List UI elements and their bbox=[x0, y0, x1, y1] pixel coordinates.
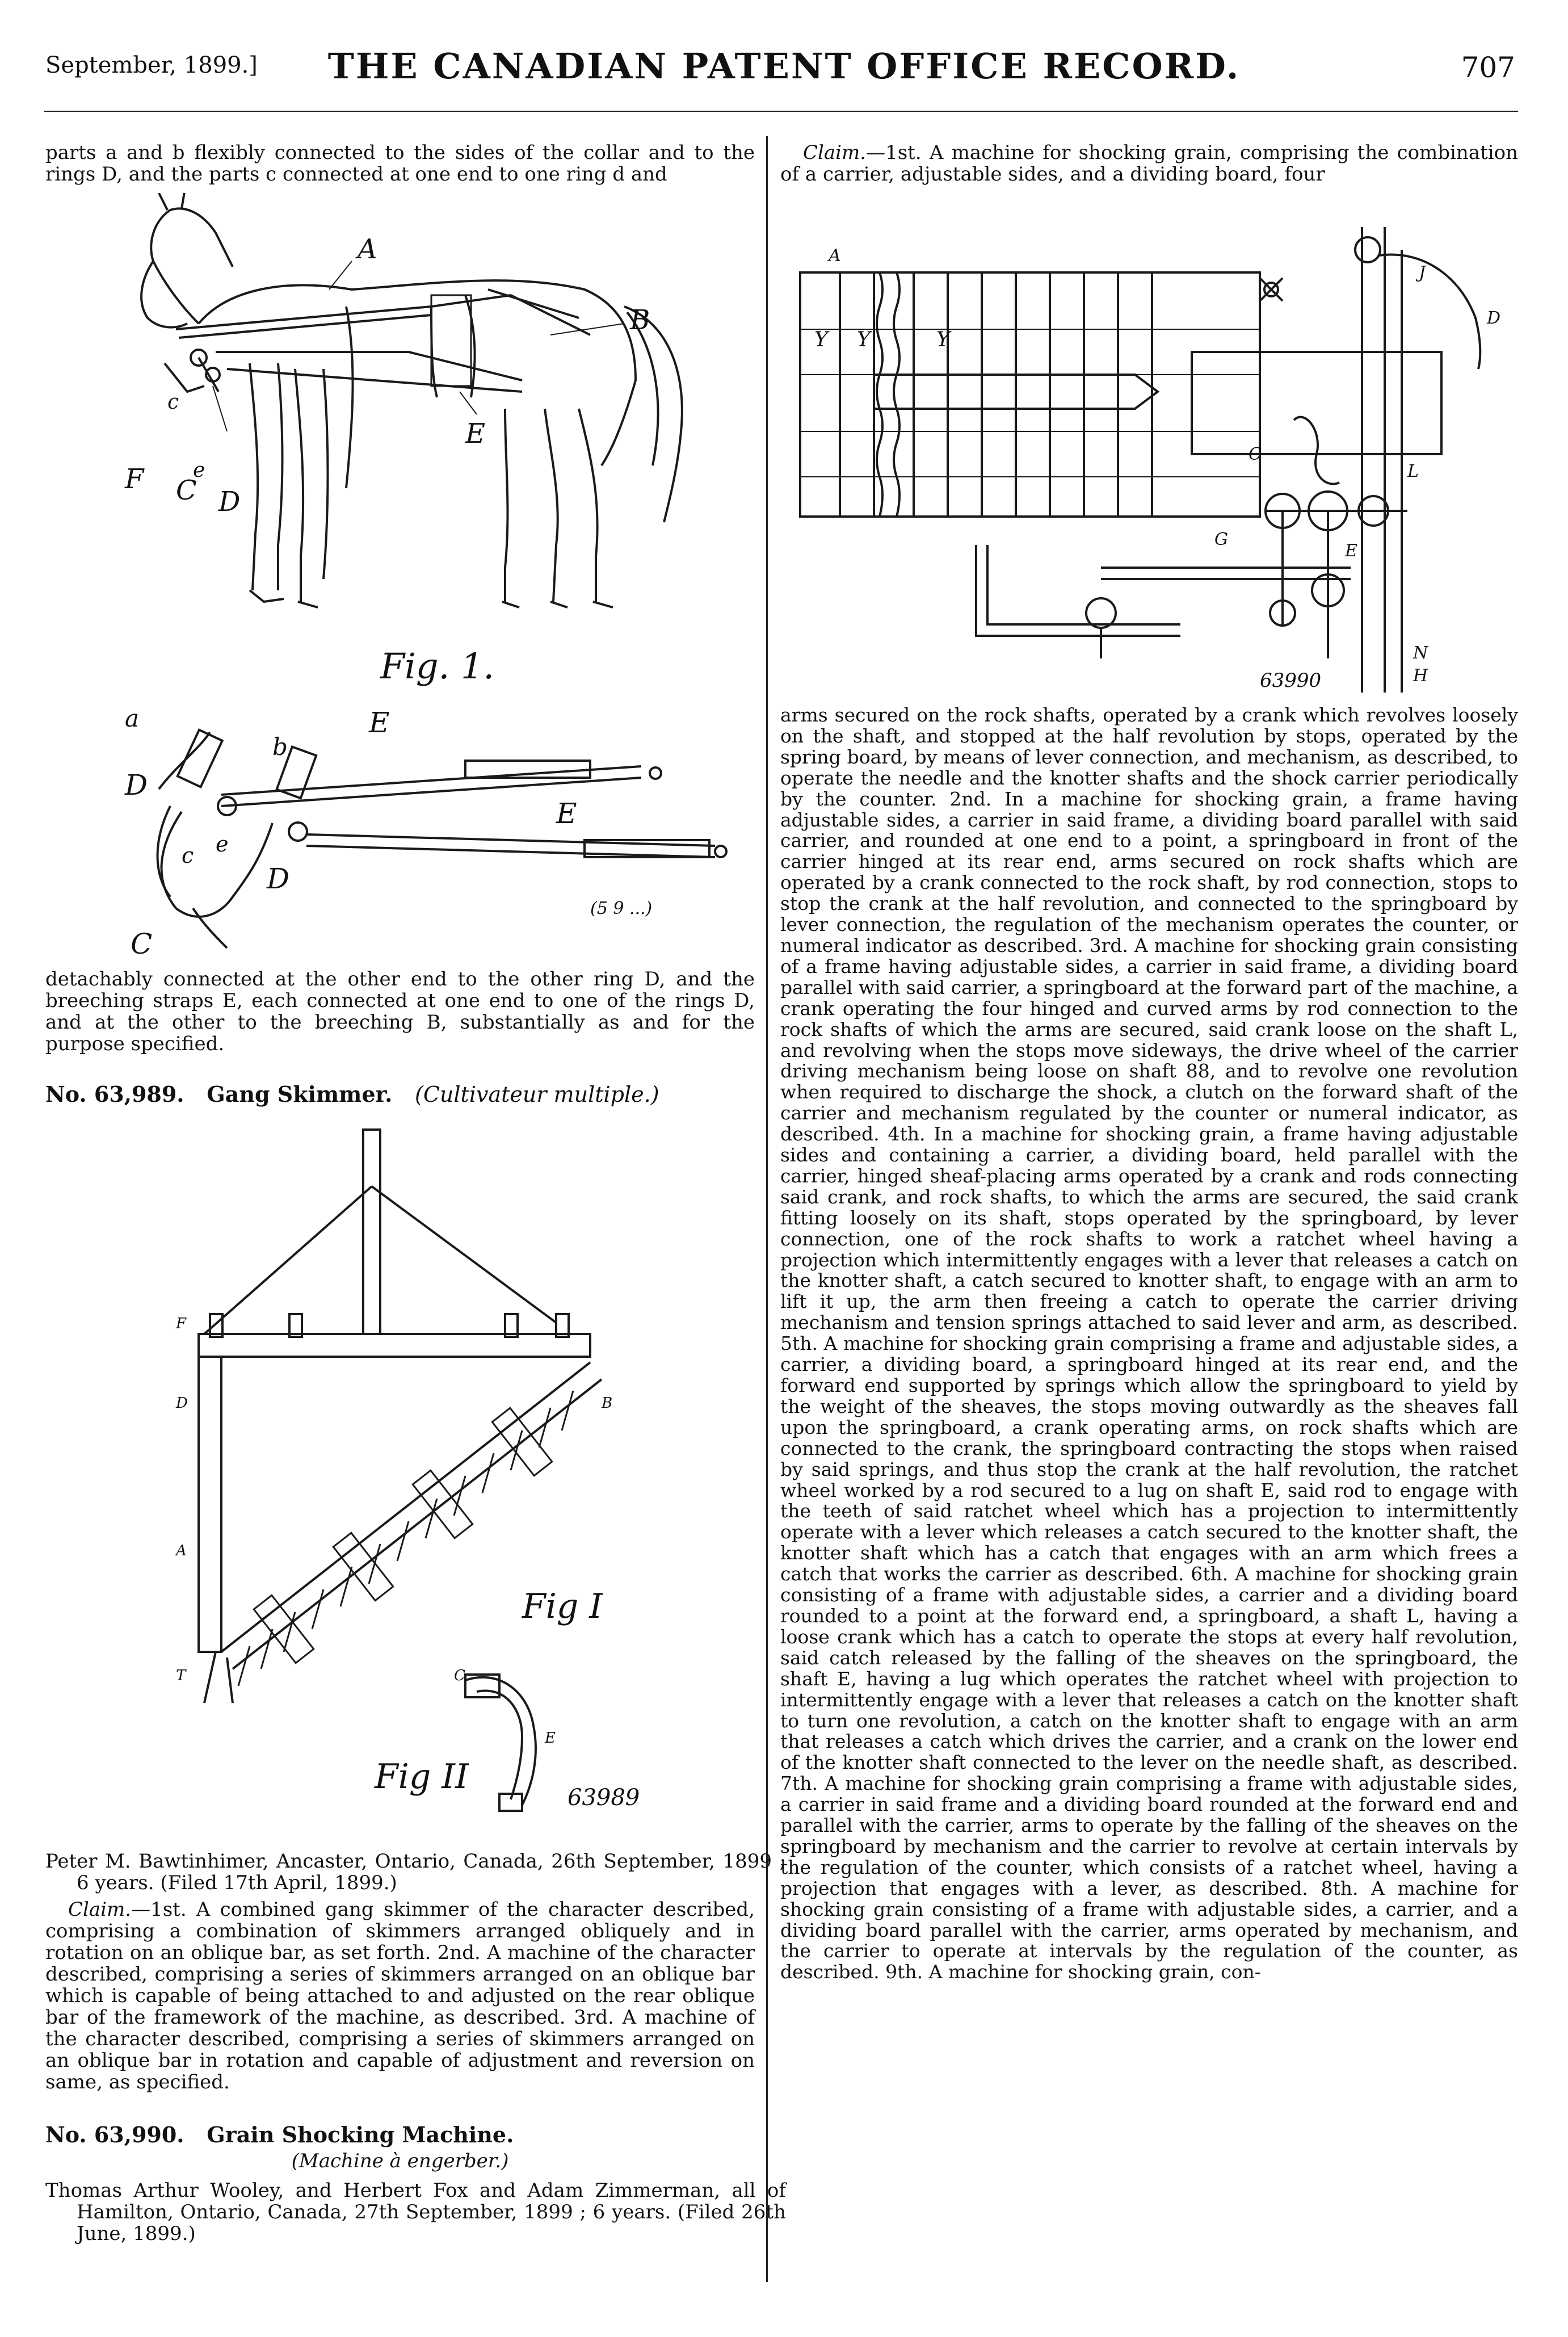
fig2-number: (5 9 ...) bbox=[590, 899, 653, 918]
skimmer-fig-number: 63989 bbox=[567, 1785, 640, 1811]
patent-63989-inventor: Peter M. Bawtinhimer, Ancaster, Ontario, Canada, 26th September, 1899 ; 6 years. (Filed 17th April, 1899.) bbox=[45, 1850, 786, 1894]
machine-label-n: N bbox=[1413, 643, 1428, 663]
fig1-label-e: E bbox=[465, 418, 486, 450]
machine-label-y1: Y bbox=[814, 328, 828, 351]
machine-label-d: D bbox=[1487, 308, 1501, 328]
fig2-label-a: a bbox=[125, 710, 140, 732]
skimmer-label-b: B bbox=[602, 1395, 613, 1412]
gang-skimmer-figure bbox=[159, 1124, 704, 1839]
claim-continuation: detachably connected at the other end to the other ring D, and the breeching straps E, each connected at one end to one of the rings D, and at the other to the breeching B, substantially as and for the purpose specified. bbox=[45, 968, 755, 1055]
fig1-label-c-small: c bbox=[167, 391, 179, 414]
journal-title: THE CANADIAN PATENT OFFICE RECORD. bbox=[327, 45, 1241, 87]
machine-label-y3: Y bbox=[936, 328, 950, 351]
fig2-label-d2: D bbox=[267, 862, 290, 895]
machine-label-a: A bbox=[829, 246, 841, 266]
claim-intro-text: —1st. A machine for shocking grain, comprising the combination of a carrier, adjustable sides, and a dividing board, four bbox=[780, 141, 1518, 186]
fig1-label-c: C bbox=[176, 475, 197, 506]
fig1-label-a: A bbox=[358, 233, 377, 265]
fig2-label-d: D bbox=[125, 769, 148, 802]
fig1-label-e-small: e bbox=[193, 459, 205, 482]
machine-label-y2: Y bbox=[857, 328, 871, 351]
harness-detail-figure bbox=[102, 710, 749, 965]
patent-63990-title-fr: (Machine à engerber.) bbox=[291, 2150, 509, 2172]
fig2-label-b: b bbox=[272, 733, 288, 761]
column-divider bbox=[766, 136, 768, 2282]
patent-title: Gang Skimmer. bbox=[207, 1081, 393, 1107]
fig2-label-c-big: C bbox=[131, 928, 153, 960]
claim-label: Claim. bbox=[68, 1898, 132, 1921]
skimmer-label-a: A bbox=[176, 1542, 187, 1559]
skimmer-label-t: T bbox=[176, 1667, 186, 1684]
patent-63990-heading bbox=[45, 2122, 755, 2147]
skimmer-label-c: C bbox=[454, 1667, 465, 1684]
patent-63989-claim bbox=[45, 1899, 755, 2093]
horse-harness-figure bbox=[113, 193, 749, 698]
grain-shocking-machine-figure bbox=[783, 193, 1515, 693]
right-claims-body: arms secured on the rock shafts, operated by a crank which revolves loosely on the shaft, and stopped at the half revolution by stops, operated by the spring board, by means of lever connection, and mechanism, as described, to operate the needle and the knotter shafts and the shock carrier periodically by the counter. 2nd. In a machine for shocking grain, a frame having adjustable sides, a carrier in said frame, a dividing board parallel with said carrier, and rounded at one end to a point, a springboard in front of the carrier hinged at its rear end, arms secured on rock shafts which are operated by a crank connected to the rock shaft, by rod connection, stops to stop the crank at the half revolution, and connected to the springboard by lever connection, the regulation of the mechanism operates the counter, or numeral indicator as described. 3rd. A machine for shocking grain consisting of a frame having adjustable sides, a carrier in said frame, a dividing board parallel with said carrier, a springboard at the forward part of the machine, a crank operating the four hinged and curved arms by rod connection to the rock shafts of which the arms are secured, said crank loose on the shaft L, and revolving when the stops move sideways, the drive wheel of the carrier driving mechanism being loose on shaft 88, and to revolve one revolution when required to discharge the shock, a clutch on the forward shaft of the carrier and mechanism regulated by the counter or numeral indicator, as described. 4th. In a machine for shocking grain, a frame having adjustable sides and containing a carrier, a dividing board, held parallel with the carrier, hinged sheaf-placing arms operated by a crank and rods connecting said crank, and rock shafts, to which the arms are secured, the said crank fitting loosely on its shaft, stops operated by the springboard, by lever connection, one of the rock shafts to work a ratchet wheel having a projection which intermittently engages with a lever that releases a catch on the knotter shaft, a catch secured to knotter shaft, to engage with an arm to lift it up, the arm then freeing a catch to operate the carrier driving mechanism and tension springs attached to said lever and arm, as described. 5th. A machine for shocking grain comprising a frame and adjustable sides, a carrier, a dividing board, a springboard hinged at its rear end, and the forward end supported by springs which allow the springboard to yield by the weight of the sheaves, the stops moving outwardly as the sheaves fall upon the springboard, a crank operating arms, on rock shafts which are connected to the crank, the springboard contracting the stops when raised by said springs, and thus stop the crank at the half revolution, the ratchet wheel worked by a rod secured to a lug on shaft E, said rod to engage with the teeth of said ratchet wheel which has a projection to intermittently operate with a lever which releases a catch secured to the knotter shaft, the knotter shaft which has a catch that engages with an arm which frees a catch that works the carrier as described. 6th. A machine for shocking grain consisting of a frame with adjustable sides, a carrier and a dividing board rounded to a point at the forward end, a springboard, a shaft L, having a loose crank which has a catch to operate the stops at every half revolution, said catch released by the falling of the sheaves on the springboard, the shaft E, having a lug which operates the ratchet wheel with projection to intermittently engage with a lever that releases a catch on the knotter shaft to turn one revolution, a catch on the knotter shaft to engage with an arm that releases a catch which drives the carrier, and a crank on the lower end of the knotter shaft connected to the lever on the needle shaft, as described. 7th. A machine for shocking grain comprising a frame with adjustable sides, a carrier in said frame and a dividing board rounded at the forward end and parallel with the carrier, arms to operate by the falling of the sheaves on the springboard by mechanism and the carrier to revolve at certain intervals by the regulation of the counter, which consists of a ratchet wheel, having a projection that engages with a lever, as described. 8th. A machine for shocking grain consisting of a frame with adjustable sides, a carrier, and a dividing board parallel with the carrier, arms operated by mechanism, and the carrier to operate at intervals by the regulation of the counter, as described. 9th. A machine for shocking grain, con- bbox=[780, 704, 1518, 1983]
fig2-label-e2: E bbox=[556, 797, 577, 830]
fig1-caption: Fig. 1. bbox=[380, 645, 495, 687]
machine-fig-number: 63990 bbox=[1260, 669, 1322, 692]
patent-number: No. 63,989. bbox=[45, 1081, 184, 1107]
patent-63990-inventor: Thomas Arthur Wooley, and Herbert Fox and Adam Zimmerman, all of Hamilton, Ontario, Canada, 27th September, 1899 ; 6 years. (Filed 26th June, 1899.) bbox=[45, 2179, 786, 2245]
fig2-label-e-small: e bbox=[216, 832, 229, 857]
machine-label-l: L bbox=[1407, 461, 1419, 481]
claim-text: —1st. A combined gang skimmer of the character described, comprising a combination of skimmers arranged obliquely and in rotation on an oblique bar, as set forth. 2nd. A machine of the character described, comprising a series of skimmers arranged on an oblique bar which is capable of being attached to and adjusted on the rear oblique bar of the framework of the machine, as described. 3rd. A machine of the character described, comprising a series of skimmers arranged on an oblique bar in rotation and capable of adjustment and reversion on same, as specified. bbox=[45, 1898, 755, 2093]
page-number: 707 bbox=[1461, 51, 1515, 84]
fig2-label-e1: E bbox=[369, 710, 390, 739]
patent-63989-heading bbox=[45, 1081, 755, 1107]
skimmer-label-f: F bbox=[176, 1315, 187, 1332]
intro-paragraph: parts a and b flexibly connected to the sides of the collar and to the rings D, and the parts c connected at one end to one ring d and bbox=[45, 141, 755, 186]
fig2-label-c: c bbox=[182, 843, 194, 868]
header-date: September, 1899.] bbox=[45, 52, 258, 78]
patent-number: No. 63,990. bbox=[45, 2122, 184, 2147]
header-rule bbox=[44, 111, 1518, 112]
skimmer-fig1-label: Fig I bbox=[522, 1587, 603, 1626]
patent-title: Grain Shocking Machine. bbox=[207, 2122, 514, 2147]
machine-label-h: H bbox=[1413, 666, 1428, 686]
skimmer-label-e: E bbox=[545, 1730, 556, 1747]
claim-label: Claim. bbox=[803, 141, 867, 164]
fig1-label-d: D bbox=[218, 486, 241, 518]
machine-label-j: J bbox=[1419, 263, 1426, 283]
patent-title-fr: (Cultivateur multiple.) bbox=[415, 1082, 659, 1107]
skimmer-fig2-label: Fig II bbox=[375, 1757, 469, 1797]
skimmer-label-d: D bbox=[176, 1395, 188, 1412]
fig1-label-f: F bbox=[125, 463, 144, 495]
machine-label-e: E bbox=[1345, 541, 1357, 561]
right-claim-intro bbox=[780, 142, 1518, 185]
machine-label-c: C bbox=[1248, 444, 1262, 464]
machine-label-g: G bbox=[1214, 530, 1228, 549]
fig1-label-b: B bbox=[630, 304, 650, 336]
